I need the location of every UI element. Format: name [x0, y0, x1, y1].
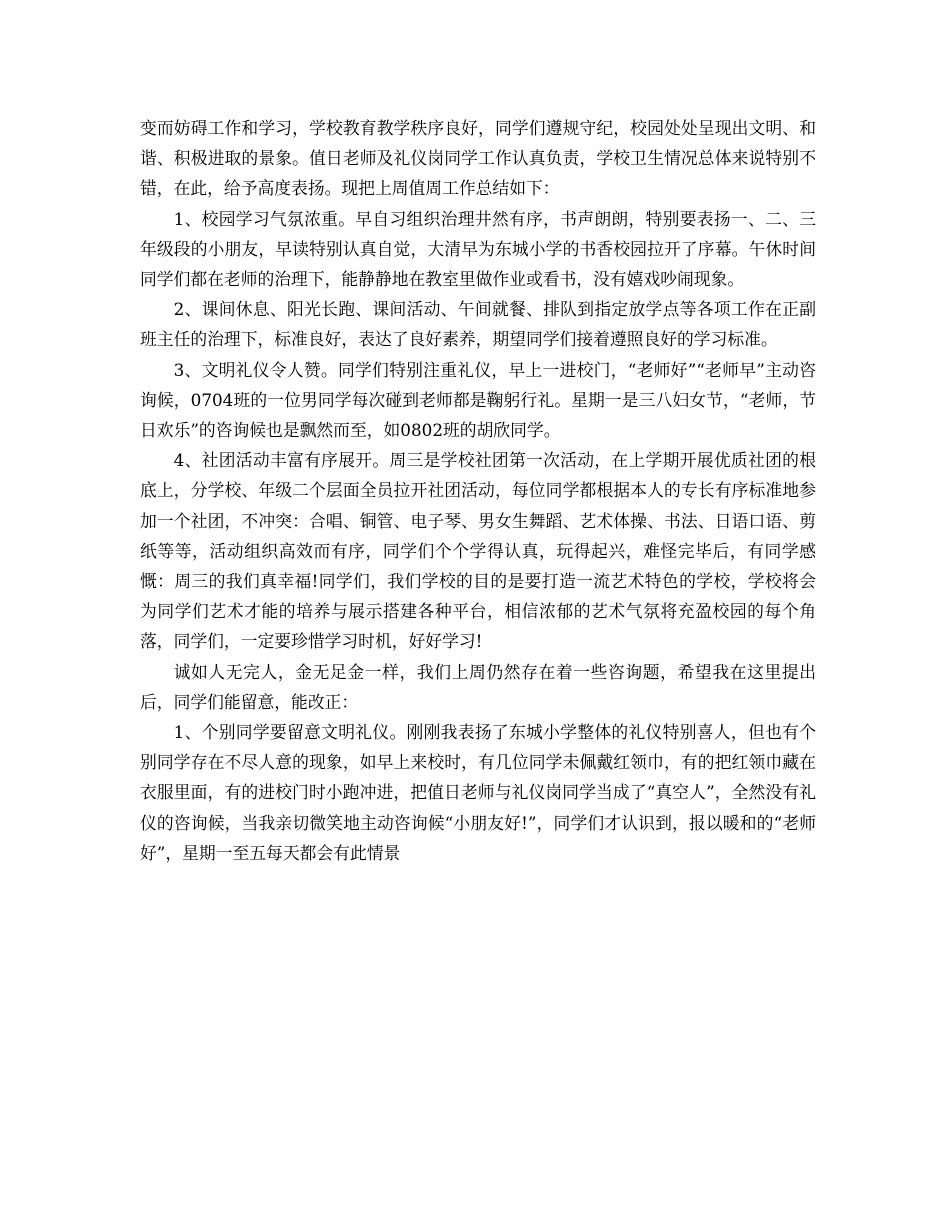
paragraph: 诚如人无完人，金无足金一样，我们上周仍然存在着一些咨询题，希望我在这里提出后，同学们能留意，能改正：	[140, 661, 816, 712]
document-body	[140, 113, 816, 868]
paragraph: 变而妨碍工作和学习，学校教育教学秩序良好，同学们遵规守纪，校园处处呈现出文明、和谐、积极进取的景象。值日老师及礼仪岗同学工作认真负责，学校卫生情况总体来说特别不错，在此，给予高度表扬。现把上周值周工作总结如下：	[140, 118, 816, 199]
paragraph: 1、校园学习气氛浓重。早自习组织治理井然有序，书声朗朗，特别要表扬一、二、三年级段的小朋友，早读特别认真自觉，大清早为东城小学的书香校园拉开了序幕。午休时间同学们都在老师的治理下，能静静地在教室里做作业或看书，没有嬉戏吵闹现象。	[140, 208, 816, 290]
paragraph: 1、个别同学要留意文明礼仪。刚刚我表扬了东城小学整体的礼仪特别喜人，但也有个别同学存在不尽人意的现象，如早上来校时，有几位同学未佩戴红领巾，有的把红领巾藏在衣服里面，有的进校门时小跑冲进，把值日老师与礼仪岗同学当成了“真空人”，全然没有礼仪的咨询候，当我亲切微笑地主动咨询候“小朋友好!”，同学们才认识到，报以暖和的“老师好”，星期一至五每天都会有此情景	[140, 722, 816, 863]
paragraph: 3、文明礼仪令人赞。同学们特别注重礼仪，早上一进校门，“老师好”“老师早”主动咨询候，0704班的一位男同学每次碰到老师都是鞠躬行礼。星期一是三八妇女节，“老师，节日欢乐”的咨询候也是飘然而至，如0802班的胡欣同学。	[140, 359, 816, 441]
paragraph: 4、社团活动丰富有序展开。周三是学校社团第一次活动，在上学期开展优质社团的根底上，分学校、年级二个层面全员拉开社团活动，每位同学都根据本人的专长有序标准地参加一个社团，不冲突：合唱、铜管、电子琴、男女生舞蹈、艺术体操、书法、日语口语、剪纸等等，活动组织高效而有序，同学们个个学得认真，玩得起兴，难怪完毕后，有同学感慨：周三的我们真幸福!同学们，我们学校的目的是要打造一流艺术特色的学校，学校将会为同学们艺术才能的培养与展示搭建各种平台，相信浓郁的艺术气氛将充盈校园的每个角落，同学们，一定要珍惜学习时机，好好学习!	[140, 450, 816, 652]
paragraph: 2、课间休息、阳光长跑、课间活动、午间就餐、排队到指定放学点等各项工作在正副班主任的治理下，标准良好，表达了良好素养，期望同学们接着遵照良好的学习标准。	[140, 299, 816, 350]
